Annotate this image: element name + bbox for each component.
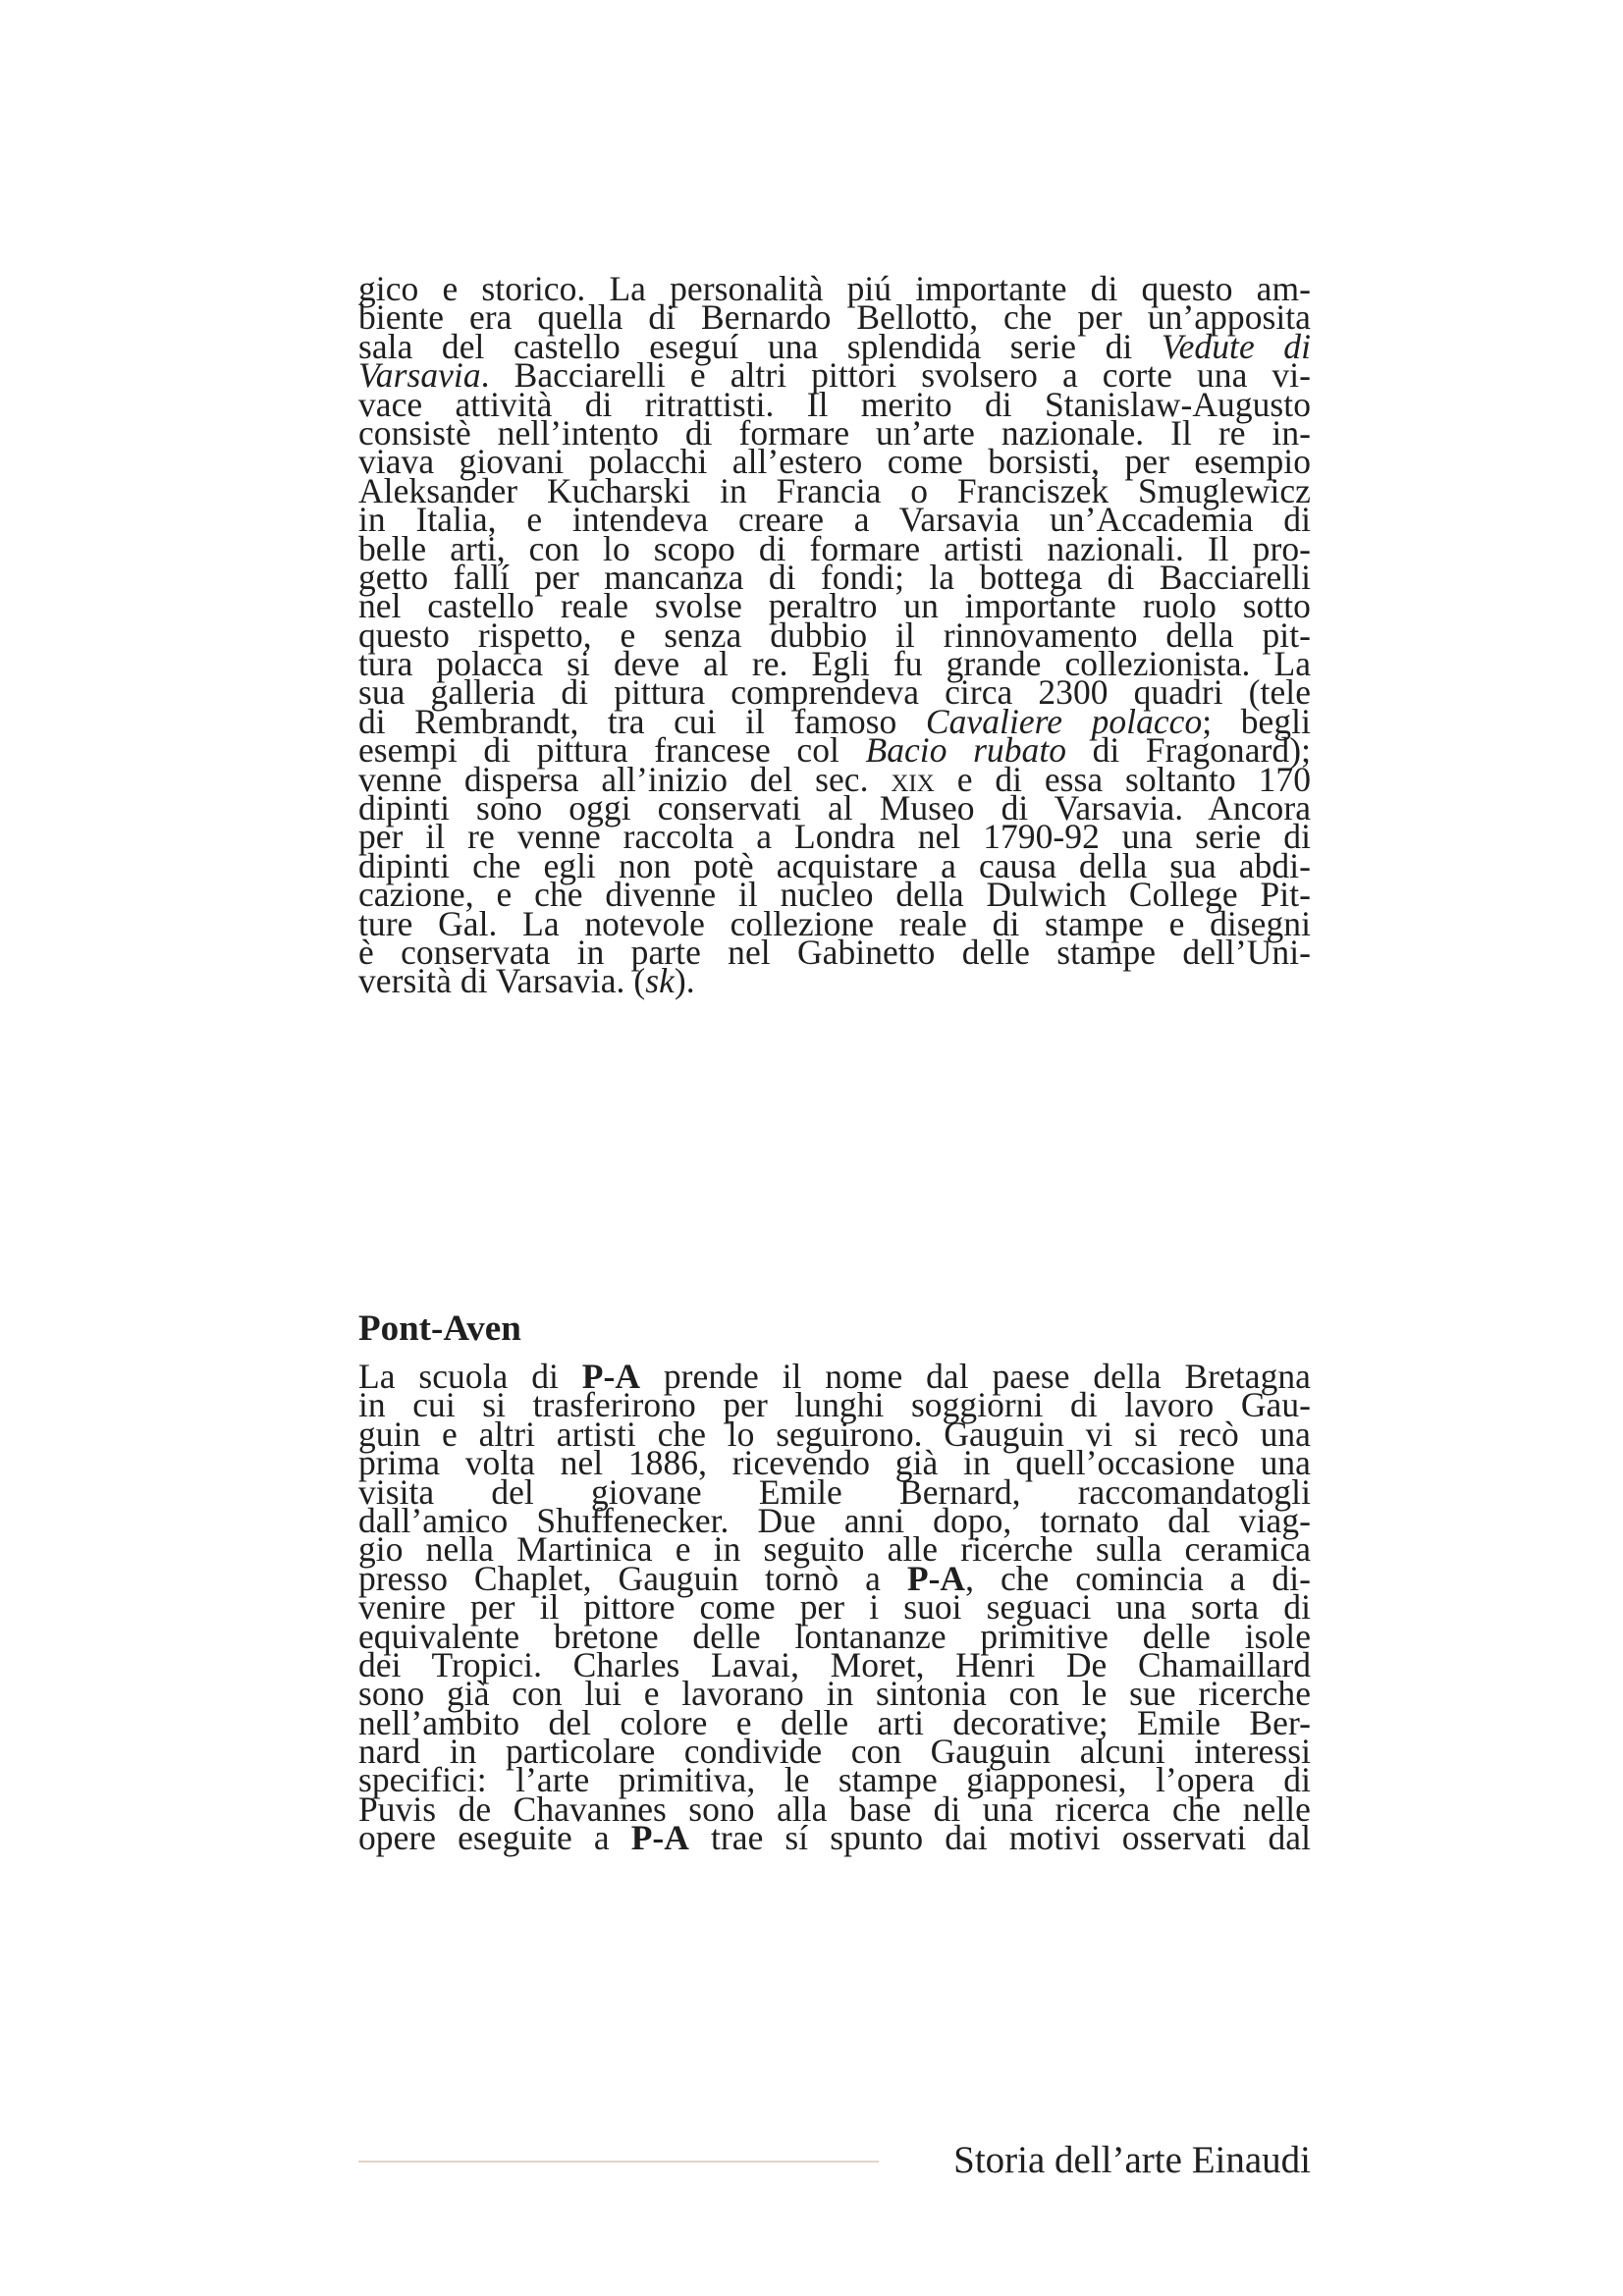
text-segment: visita del giovane Emile Bernard, raccomandatogli	[358, 1471, 1311, 1512]
text-segment: è conservata in parte nel Gabinetto delle stampe dell’Uni-	[358, 932, 1311, 972]
text-segment: viava giovani polacchi all’estero come borsisti, per esempio	[358, 442, 1311, 482]
text-segment: venire per il pittore come per i suoi seguaci una sorta di	[358, 1587, 1311, 1628]
text-segment: vace attività di ritrattisti. Il merito di Stanislaw-Augusto	[358, 384, 1311, 424]
italic-title: Varsavia	[358, 355, 481, 396]
text-segment: cazione, e che divenne il nucleo della Dulwich College Pit-	[358, 875, 1311, 915]
text-segment: Puvis de Chavannes sono alla base di una ricerca che nelle	[358, 1789, 1311, 1829]
text-segment: ).	[674, 961, 695, 1001]
text-segment: dei Tropici. Charles Lavai, Moret, Henri De Chamaillard	[358, 1644, 1311, 1684]
italic-title: Cavaliere polacco	[925, 701, 1203, 741]
text-segment: Aleksander Kucharski in Francia o Franciszek Smuglewicz	[358, 470, 1311, 510]
text-segment: dipinti sono oggi conservati al Museo di Varsavia. Ancora	[358, 788, 1311, 828]
text-segment: belle arti, con lo scopo di formare artisti nazionali. Il pro-	[358, 528, 1311, 568]
text-segment: opere eseguite a	[358, 1818, 631, 1858]
body-text-continued	[358, 269, 1311, 1001]
text-segment: dipinti che egli non potè acquistare a causa della sua abdi-	[358, 845, 1311, 885]
text-segment: questo rispetto, e senza dubbio il rinnovamento della pit-	[358, 614, 1311, 655]
italic-title: Vedute di	[1161, 326, 1311, 366]
text-segment: nard in particolare condivide con Gauguin alcuni interessi	[358, 1732, 1311, 1772]
entry-body-text	[358, 1357, 1311, 1858]
text-segment: in Italia, e intendeva creare a Varsavia un’Accademia di	[358, 500, 1311, 540]
footer-publisher: Storia dell’arte Einaudi	[953, 2139, 1311, 2181]
text-segment: in cui si trasferirono per lunghi soggiorni di lavoro Gau-	[358, 1385, 1311, 1425]
text-segment: . Bacciarelli e altri pittori svolsero a corte una vi-	[480, 355, 1311, 396]
text-segment: nel castello reale svolse peraltro un importante ruolo sotto	[358, 586, 1311, 626]
text-segment: dall’amico Shuffenecker. Due anni dopo, tornato dal viag-	[358, 1500, 1311, 1540]
text-segment: nell’ambito del colore e delle arti decorative; Emile Ber-	[358, 1702, 1311, 1742]
entry-abbreviation: P-A	[906, 1558, 966, 1598]
text-segment: prima volta nel 1886, ricevendo già in quell’occasione una	[358, 1443, 1311, 1483]
entry-abbreviation: P-A	[630, 1818, 689, 1858]
text-segment: venne dispersa all’inizio del sec.	[358, 759, 892, 799]
text-segment: e di essa soltanto 170	[934, 759, 1311, 799]
text-segment: sala del castello eseguí una splendida serie di	[358, 326, 1162, 366]
italic-title: Bacio rubato	[865, 730, 1067, 771]
text-segment: , che comincia a di-	[965, 1558, 1311, 1598]
text-segment: per il re venne raccolta a Londra nel 1790-92 una serie di	[358, 817, 1311, 857]
text-segment: esempi di pittura francese col	[358, 730, 866, 771]
text-segment: consistè nell’intento di formare un’arte nazionale. Il re in-	[358, 412, 1311, 453]
text-segment: gico e storico. La personalità piú importante di questo am-	[358, 269, 1311, 308]
text-line	[358, 1818, 1311, 1858]
text-segment: prende il nome dal paese della Bretagna	[640, 1357, 1311, 1396]
text-segment: di Fragonard);	[1066, 730, 1311, 771]
entry-abbreviation: P-A	[581, 1357, 641, 1396]
text-segment: versità di Varsavia. (	[358, 961, 646, 1001]
text-segment: La scuola di	[358, 1357, 582, 1396]
century-numeral: xix	[891, 759, 935, 799]
text-segment: specifici: l’arte primitiva, le stampe giapponesi, l’opera di	[358, 1760, 1311, 1800]
footer-rule	[358, 2161, 879, 2163]
text-segment: ; begli	[1202, 701, 1311, 741]
text-segment: ture Gal. La notevole collezione reale di stampe e disegni	[358, 903, 1311, 943]
text-segment: presso Chaplet, Gauguin tornò a	[358, 1558, 907, 1598]
text-segment: guin e altri artisti che lo seguirono. Gauguin vi si recò una	[358, 1414, 1311, 1454]
text-segment: sono già con lui e lavorano in sintonia con le sue ricerche	[358, 1674, 1311, 1714]
text-segment: biente era quella di Bernardo Bellotto, che per un’apposita	[358, 297, 1311, 338]
text-segment: equivalente bretone delle lontananze primitive delle isole	[358, 1616, 1311, 1656]
italic-title: sk	[645, 961, 675, 1001]
text-segment: di Rembrandt, tra cui il famoso	[358, 701, 926, 741]
text-segment: sua galleria di pittura comprendeva circa 2300 quadri (tele	[358, 672, 1311, 713]
entry-heading: Pont-Aven	[358, 1308, 521, 1349]
text-segment: gio nella Martinica e in seguito alle ricerche sulla ceramica	[358, 1529, 1311, 1570]
text-segment: trae sí spunto dai motivi osservati dal	[688, 1818, 1311, 1858]
text-segment: tura polacca si deve al re. Egli fu grande collezionista. La	[358, 644, 1311, 684]
text-segment: getto fallí per mancanza di fondi; la bottega di Bacciarelli	[358, 557, 1311, 597]
